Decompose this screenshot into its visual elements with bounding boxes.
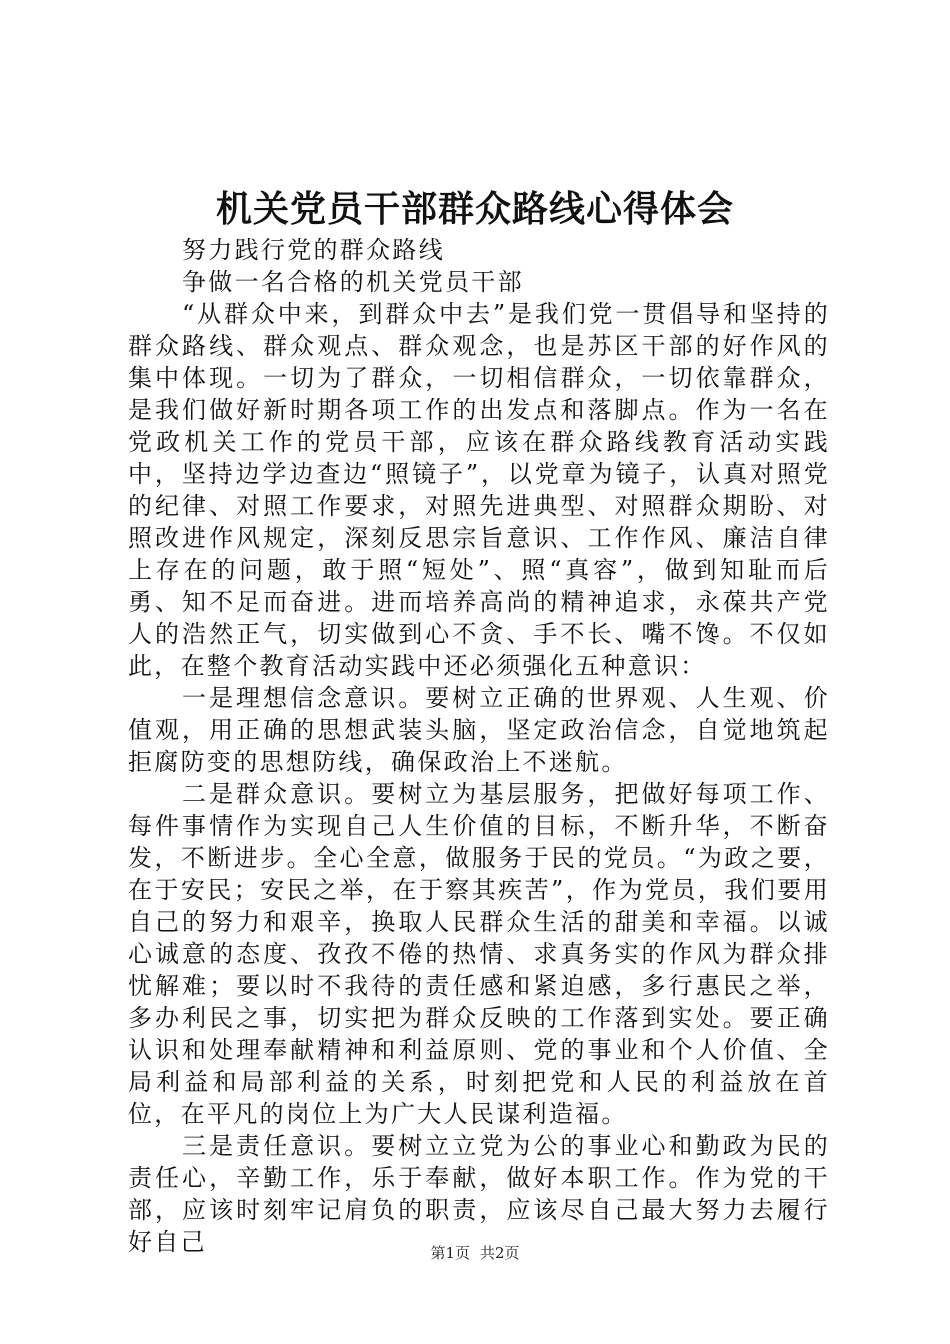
document-title: 机关党员干部群众路线心得体会: [215, 189, 734, 230]
page-footer: [0, 1243, 950, 1263]
body-paragraph-masses: 二是群众意识。要树立为基层服务，把做好每项工作、每件事情作为实现自己人生价值的目标，不断升华，不断奋发，不断进步。全心全意，做服务于民的党员。“为政之要，在于安民；安民之举，在于察其疾苦”，作为党员，我们要用自己的努力和艰辛，换取人民群众生活的甜美和幸福。以诚心诚意的态度、孜孜不倦的热情、求真务实的作风为群众排忧解难；要以时不我待的责任感和紧迫感，多行惠民之举，多办利民之事，切实把为群众反映的工作落到实处。要正确认识和处理奉献精神和利益原则、党的事业和个人价值、全局利益和局部利益的关系，时刻把党和人民的利益放在首位，在平凡的岗位上为广大人民谋利造福。: [128, 780, 830, 1128]
body-paragraph-intro: “从群众中来，到群众中去”是我们党一贯倡导和坚持的群众路线、群众观点、群众观念，也是苏区干部的好作风的集中体现。一切为了群众，一切相信群众，一切依靠群众，是我们做好新时期各项工作的出发点和落脚点。作为一名在党政机关工作的党员干部，应该在群众路线教育活动实践中，坚持边学边查边“照镜子”，以党章为镜子，认真对照党的纪律、对照工作要求，对照先进典型、对照群众期盼、对照改进作风规定，深刻反思宗旨意识、工作作风、廉洁自律上存在的问题，敢于照“短处”、照“真容”，做到知耻而后勇、知不足而奋进。进而培养高尚的精神追求，永葆共产党人的浩然正气，切实做到心不贪、手不长、嘴不馋。不仅如此，在整个教育活动实践中还必须强化五种意识：: [128, 300, 830, 680]
body-paragraph-ideals: 一是理想信念意识。要树立正确的世界观、人生观、价值观，用正确的思想武装头脑，坚定政治信念，自觉地筑起拒腐防变的思想防线，确保政治上不迷航。: [128, 684, 830, 776]
page-total: 共2页: [480, 1244, 520, 1262]
body-paragraph-responsibility: 三是责任意识。要树立立党为公的事业心和勤政为民的责任心，辛勤工作，乐于奉献，做好本职工作。作为党的干部，应该时刻牢记肩负的职责，应该尽自己最大努力去履行好自己: [128, 1132, 830, 1256]
document-body: [128, 234, 830, 1258]
page-number: 第1页: [430, 1244, 470, 1262]
subtitle-line-1: 努力践行党的群众路线: [182, 236, 445, 264]
subtitle-line-2: 争做一名合格的机关党员干部: [182, 268, 524, 296]
